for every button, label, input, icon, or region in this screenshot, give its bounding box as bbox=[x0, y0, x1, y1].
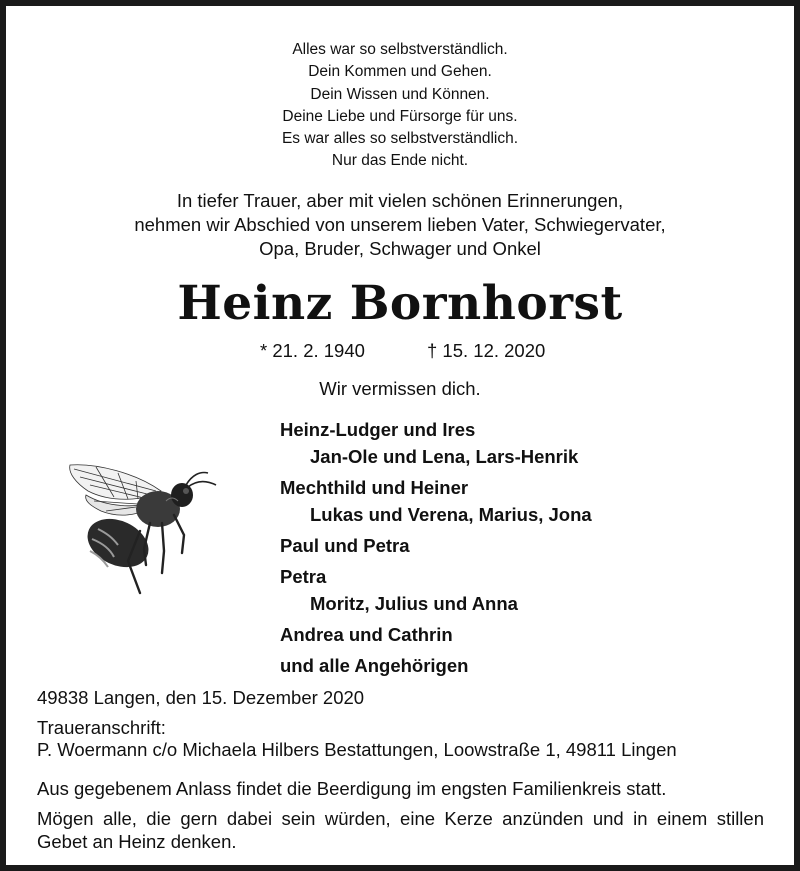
address-label: Traueranschrift: bbox=[37, 717, 166, 738]
address: P. Woermann c/o Michaela Hilbers Bestattungen, Loowstraße 1, 49811 Lingen bbox=[37, 739, 677, 760]
family-member: Andrea und Cathrin bbox=[280, 624, 453, 645]
intro-text bbox=[6, 189, 794, 261]
intro-line: Opa, Bruder, Schwager und Onkel bbox=[259, 238, 541, 259]
family-member: und alle Angehörigen bbox=[280, 655, 469, 676]
family-member: Moritz, Julius und Anna bbox=[310, 593, 518, 614]
intro-line: In tiefer Trauer, aber mit vielen schönen Erinnerungen, bbox=[176, 190, 624, 211]
candle-note: Mögen alle, die gern dabei sein würden, eine Kerze anzünden und in einem stillen Gebet an Heinz denken. bbox=[37, 808, 764, 852]
family-member: Lukas und Verena, Marius, Jona bbox=[310, 504, 592, 525]
funeral-note: Aus gegebenem Anlass findet die Beerdigung im engsten Familienkreis statt. bbox=[37, 778, 667, 799]
intro-line: nehmen wir Abschied von unserem lieben Vater, Schwiegervater, bbox=[134, 214, 666, 235]
poem-line: Deine Liebe und Fürsorge für uns. bbox=[282, 107, 518, 125]
poem bbox=[6, 39, 794, 173]
miss-text: Wir vermissen dich. bbox=[319, 378, 481, 399]
family-member: Petra bbox=[280, 566, 327, 587]
poem-line: Alles war so selbstverständlich. bbox=[292, 41, 508, 58]
death-date: † 15. 12. 2020 bbox=[427, 340, 546, 361]
family-member: Mechthild und Heiner bbox=[280, 477, 469, 498]
bee-icon bbox=[66, 461, 218, 599]
family-member: Paul und Petra bbox=[280, 535, 410, 556]
deceased-name: Heinz Bornhorst bbox=[177, 276, 623, 331]
poem-line: Es war alles so selbstverständlich. bbox=[281, 130, 519, 148]
poem-line: Dein Wissen und Können. bbox=[310, 85, 490, 103]
birth-date: * 21. 2. 1940 bbox=[260, 340, 365, 361]
family-list bbox=[280, 416, 592, 679]
family-member: Jan-Ole und Lena, Lars-Henrik bbox=[310, 446, 579, 467]
family-member: Heinz-Ludger und Ires bbox=[280, 419, 476, 440]
poem-line: Nur das Ende nicht. bbox=[331, 152, 469, 170]
poem-line: Dein Kommen und Gehen. bbox=[308, 63, 492, 81]
place-date: 49838 Langen, den 15. Dezember 2020 bbox=[37, 687, 365, 708]
